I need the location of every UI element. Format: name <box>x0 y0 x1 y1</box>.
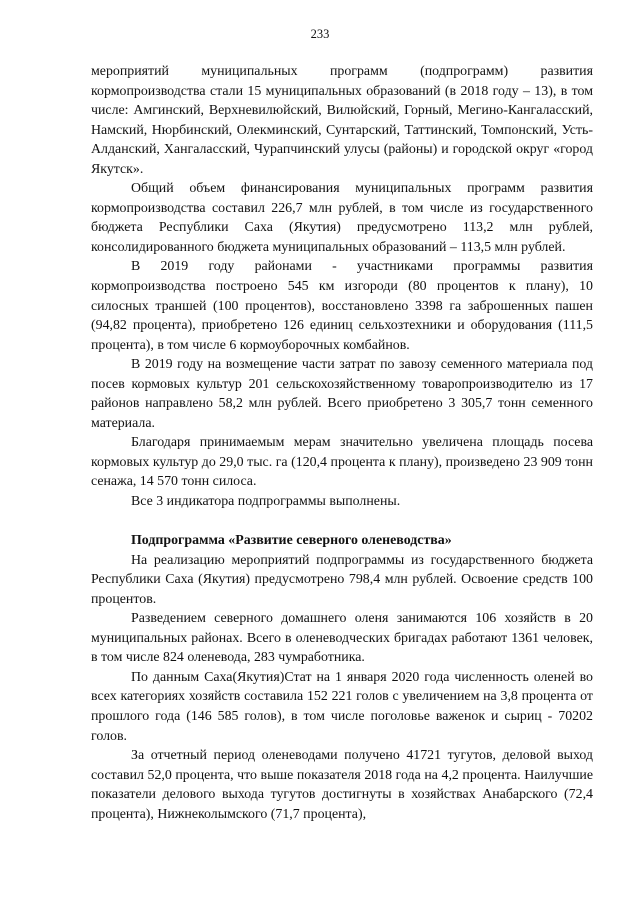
body-text <box>91 62 593 824</box>
paragraph-crop-area: Благодаря принимаемым мерам значительно увеличена площадь посева кормовых культур до 29,0 тыс. га (120,4 процента к плану), произведено 23 909 тонн сенажа, 14 570 тонн силоса. <box>91 435 593 490</box>
paragraph-subprogram-budget: На реализацию мероприятий подпрограммы из государственного бюджета Республики Саха (Якутия) предусмотрено 798,4 млн рублей. Освоение средств 100 процентов. <box>91 552 593 607</box>
paragraph-financing: Общий объем финансирования муниципальных программ развития кормопроизводства составил 226,7 млн рублей, в том числе из государственного бюджета Республики Саха (Якутия) предусмотрено 113,2 млн рублей, консолидированного бюджета муниципальных образований – 113,5 млн рублей. <box>91 181 593 255</box>
paragraph-calves-output: За отчетный период оленеводами получено 41721 тугутов, деловой выход составил 52,0 процента, что выше показателя 2018 года на 4,2 процента. Наилучшие показатели делового выхода тугутов достигнуты в хозяйствах Анабарского (72,4 процента), Нижнеколымского (71,7 процента), <box>91 748 593 822</box>
paragraph-reindeer-population: По данным Саха(Якутия)Стат на 1 января 2020 года численность оленей во всех категориях хозяйств составила 152 221 голов с увеличением на 3,8 процента от прошлого года (146 585 голов), в том числе поголовье важенок и сыриц - 70202 голов. <box>91 669 593 744</box>
paragraph-reindeer-farms: Разведением северного домашнего оленя занимаются 106 хозяйств в 20 муниципальных районах. Всего в оленеводческих бригадах работают 1361 человек, в том числе 824 оленевода, 283 чумработника. <box>91 611 593 666</box>
paragraph-seed-material: В 2019 году на возмещение части затрат по завозу семенного материала под посев кормовых культур 201 сельскохозяйственному товаропроизводителю из 17 районов направлено 58,2 млн рублей. Всего приобретено 3 305,7 тонн семенного материала. <box>91 357 593 431</box>
section-heading: Подпрограмма «Развитие северного оленеводства» <box>131 533 452 549</box>
paragraph-indicators: Все 3 индикатора подпрограммы выполнены. <box>131 494 401 510</box>
paragraph-municipal-programs: мероприятий муниципальных программ (подпрограмм) развития кормопроизводства стали 15 муниципальных образований (в 2018 году – 13), в том числе: Амгинский, Верхневилюйский, Вилюйский, Горный, Мегино-Кангаласский, Намский, Нюрбинский, Олекминский, Сунтарский, Таттинский, Томпонский, Усть-Алданский, Хангаласский, Чурапчинский улусы (районы) и городской округ «город Якутск». <box>91 64 593 177</box>
paragraph-2019-results: В 2019 году районами - участниками программы развития кормопроизводства построено 545 км изгороди (80 процентов к плану), 10 силосных траншей (100 процентов), восстановлено 3398 га заброшенных пашен (94,82 процента), приобретено 126 единиц сельхозтехники и оборудования (111,5 процента), в том числе 6 кормоуборочных комбайнов. <box>91 259 593 353</box>
page-number: 233 <box>310 27 330 41</box>
